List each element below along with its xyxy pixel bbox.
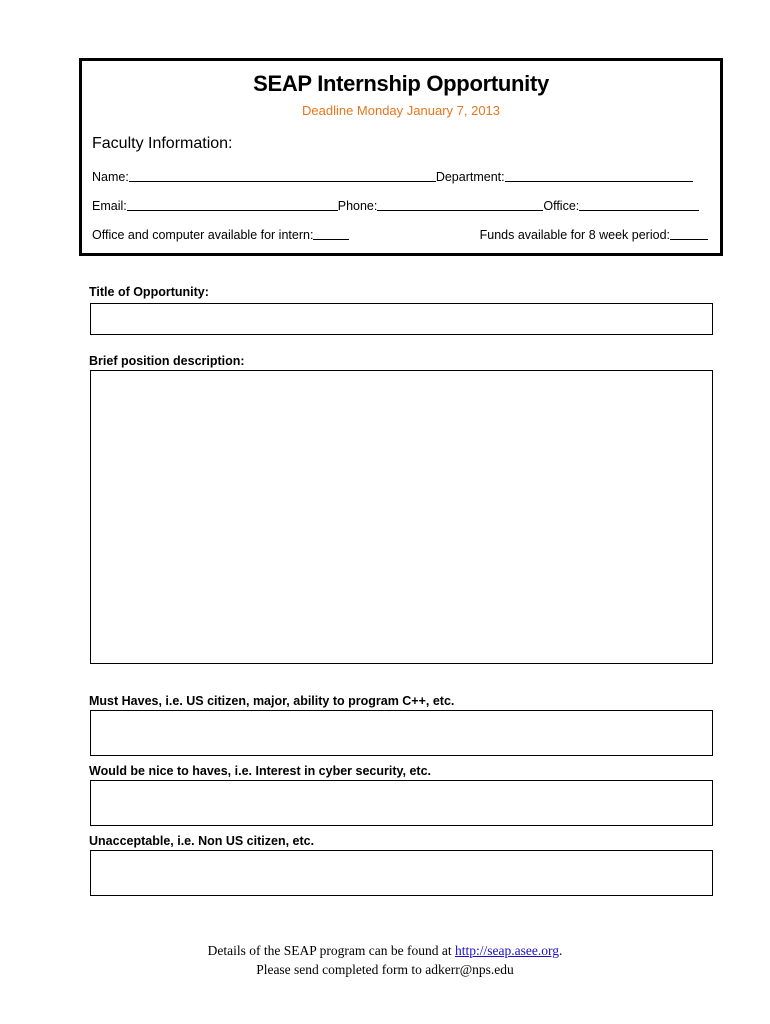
name-department-row bbox=[92, 169, 708, 184]
availability-row bbox=[92, 227, 708, 242]
funds-available-label: Funds available for 8 week period: bbox=[479, 228, 670, 242]
phone-field[interactable] bbox=[377, 198, 543, 211]
faculty-info-heading: Faculty Information: bbox=[92, 135, 233, 152]
name-label: Name: bbox=[92, 170, 129, 184]
office-field[interactable] bbox=[579, 198, 699, 211]
nice-to-haves-field[interactable] bbox=[90, 780, 713, 826]
must-haves-field[interactable] bbox=[90, 710, 713, 756]
contact-row bbox=[92, 198, 708, 213]
department-field[interactable] bbox=[505, 169, 693, 182]
unacceptable-label: Unacceptable, i.e. Non US citizen, etc. bbox=[89, 834, 315, 848]
title-of-opportunity-label: Title of Opportunity: bbox=[89, 285, 209, 299]
footer bbox=[0, 941, 770, 979]
seap-website-link[interactable]: http://seap.asee.org bbox=[454, 943, 559, 958]
deadline-text: Deadline Monday January 7, 2013 bbox=[301, 103, 501, 118]
must-haves-label: Must Haves, i.e. US citizen, major, ability to program C++, etc. bbox=[89, 694, 455, 708]
department-label: Department: bbox=[435, 170, 505, 184]
name-field[interactable] bbox=[129, 169, 436, 182]
form-title: SEAP Internship Opportunity bbox=[253, 71, 549, 96]
computer-available-label: Office and computer available for intern: bbox=[92, 228, 314, 242]
office-label: Office: bbox=[543, 199, 580, 213]
footer-details-text: Details of the SEAP program can be found at bbox=[207, 943, 455, 958]
phone-label: Phone: bbox=[337, 199, 378, 213]
footer-line-1 bbox=[0, 941, 770, 960]
footer-line-2: Please send completed form to adkerr@nps.edu bbox=[256, 962, 514, 977]
footer-period: . bbox=[558, 943, 563, 958]
faculty-info-box bbox=[79, 58, 723, 256]
description-field[interactable] bbox=[90, 370, 713, 664]
unacceptable-field[interactable] bbox=[90, 850, 713, 896]
email-field[interactable] bbox=[127, 198, 338, 211]
nice-to-haves-label: Would be nice to haves, i.e. Interest in cyber security, etc. bbox=[89, 764, 432, 778]
email-label: Email: bbox=[92, 199, 127, 213]
title-of-opportunity-field[interactable] bbox=[90, 303, 713, 335]
funds-available-field[interactable] bbox=[670, 227, 708, 240]
computer-available-field[interactable] bbox=[313, 227, 349, 240]
description-label: Brief position description: bbox=[89, 354, 245, 368]
